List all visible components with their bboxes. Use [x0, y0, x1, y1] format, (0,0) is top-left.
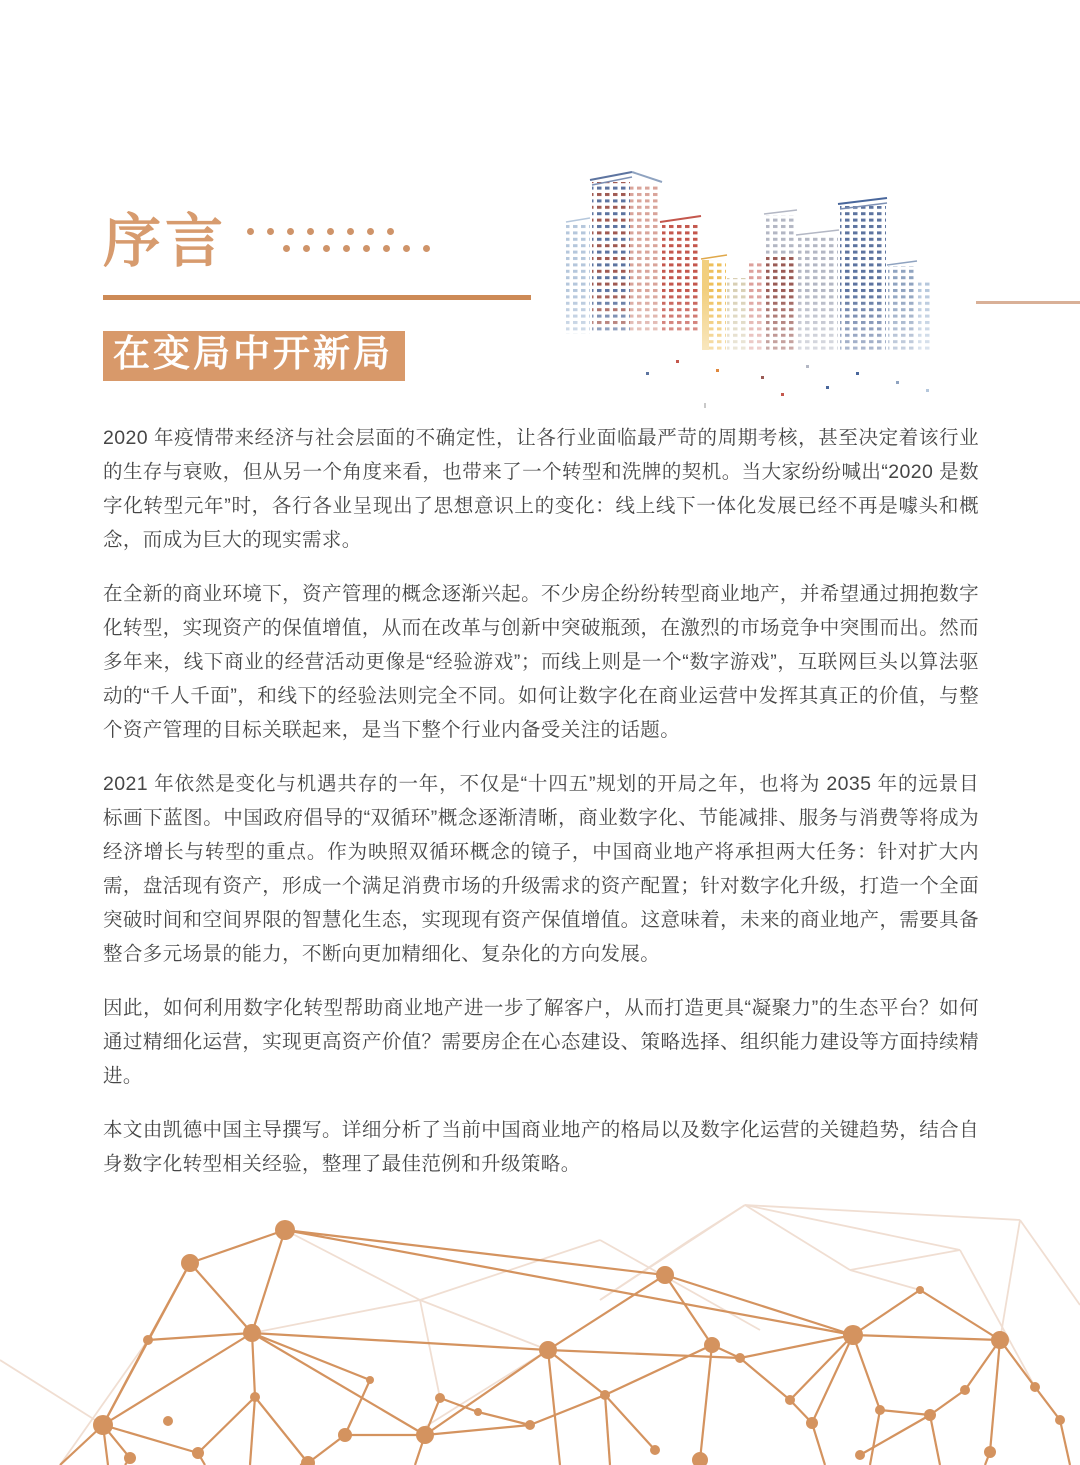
paragraph: 在全新的商业环境下，资产管理的概念逐渐兴起。不少房企纷纷转型商业地产，并希望通过拥抱数字化转型，实现资产的保值增值，从而在改革与创新中突破瓶颈，在激烈的市场竞争中突围而出。然而多年来，线下商业的经营活动更像是“经验游戏”；而线上则是一个“数字游戏”，互联网巨头以算法驱动的“千人千面”，和线下的经验法则完全不同。如何让数字化在商业运营中发挥其真正的价值，与整个资产管理的目标关联起来，是当下整个行业内备受关注的话题。: [103, 583, 979, 741]
section-subtitle: 在变局中开新局: [103, 331, 405, 381]
page-title: 序言: [103, 209, 228, 274]
city-skyline-icon: [556, 160, 946, 410]
network-mesh-icon: [0, 1175, 1080, 1465]
dots-decoration-icon: [283, 245, 443, 252]
paragraph: 2020 年疫情带来经济与社会层面的不确定性，让各行业面临最严苛的周期考核，甚至决定着该行业的生存与衰败，但从另一个角度来看，也带来了一个转型和洗牌的契机。当大家纷纷喊出“2020 是数字化转型元年”时，各行各业呈现出了思想意识上的变化：线上线下一体化发展已经不再是噱头和概念，而成为巨大的现实需求。: [103, 427, 979, 551]
paragraph: 2021 年依然是变化与机遇共存的一年，不仅是“十四五”规划的开局之年，也将为 2035 年的远景目标画下蓝图。中国政府倡导的“双循环”概念逐渐清晰，商业数字化、节能减排、服务与消费等将成为经济增长与转型的重点。作为映照双循环概念的镜子，中国商业地产将承担两大任务：针对扩大内需，盘活现有资产，形成一个满足消费市场的升级需求的资产配置；针对数字化升级，打造一个全面突破时间和空间界限的智慧化生态，实现现有资产保值增值。这意味着，未来的商业地产，需要具备整合多元场景的能力，不断向更加精细化、复杂化的方向发展。: [103, 773, 979, 965]
paragraph: 本文由凯德中国主导撰写。详细分析了当前中国商业地产的格局以及数字化运营的关键趋势，结合自身数字化转型相关经验，整理了最佳范例和升级策略。: [103, 1119, 979, 1175]
title-underline: [103, 295, 531, 300]
paragraph: 因此，如何利用数字化转型帮助商业地产进一步了解客户，从而打造更具“凝聚力”的生态平台？如何通过精细化运营，实现更高资产价值？需要房企在心态建设、策略选择、组织能力建设等方面持续精进。: [103, 997, 979, 1087]
right-edge-rule: [976, 301, 1080, 304]
dots-decoration-icon: [247, 228, 407, 235]
article-body: [103, 421, 979, 1201]
